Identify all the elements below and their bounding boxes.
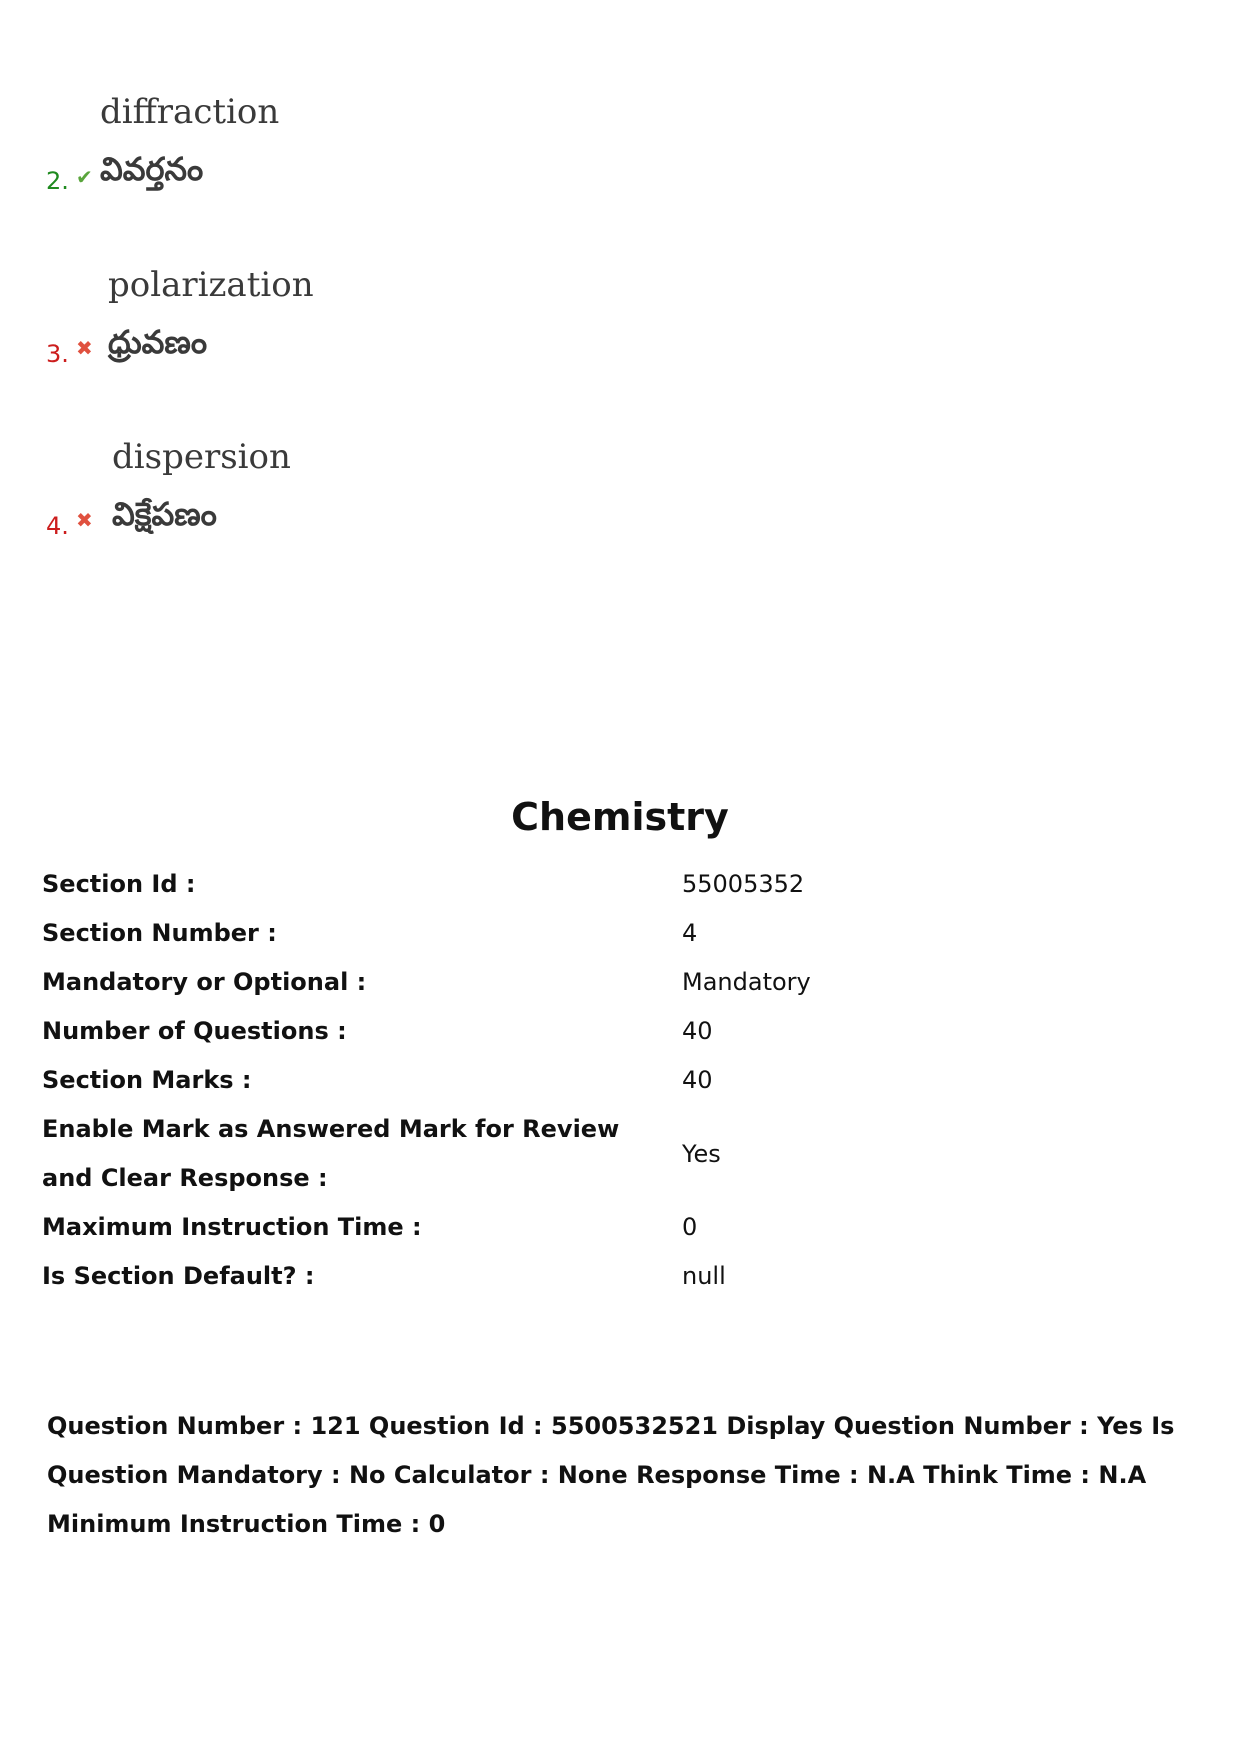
option-number: 2.: [46, 167, 69, 195]
info-label: Mandatory or Optional :: [42, 968, 367, 996]
info-row: [42, 909, 1202, 958]
option-image: [112, 437, 291, 533]
info-label: Section Number :: [42, 919, 277, 947]
info-value: 40: [682, 1066, 713, 1094]
option-number: 4.: [46, 512, 69, 540]
section-title: Chemistry: [511, 795, 729, 839]
info-value: Mandatory: [682, 968, 811, 996]
option-text-telugu: విక్షేపణం: [112, 495, 217, 533]
option-text-telugu: ధ్రువణం: [108, 323, 208, 361]
cross-icon: ✖: [76, 508, 93, 532]
info-label: Maximum Instruction Time :: [42, 1213, 422, 1241]
info-label: Section Id :: [42, 870, 196, 898]
info-label: Enable Mark as Answered Mark for Review and Clear Response :: [42, 1115, 620, 1192]
option-image: [100, 92, 280, 188]
info-label: Number of Questions :: [42, 1017, 347, 1045]
option-text-english: diffraction: [100, 92, 280, 132]
info-value: Yes: [682, 1139, 721, 1168]
info-row: [42, 1007, 1202, 1056]
info-value: 55005352: [682, 870, 805, 898]
option-number: 3.: [46, 340, 69, 368]
cross-icon: ✖: [76, 336, 93, 360]
info-row: [42, 860, 1202, 909]
info-value: null: [682, 1262, 726, 1290]
section-info-table: [42, 860, 1202, 1301]
info-row: [42, 1056, 1202, 1105]
info-row: [42, 958, 1202, 1007]
question-metadata: Question Number : 121 Question Id : 5500532521 Display Question Number : Yes Is Question Mandatory : No Calculator : None Response Time : N.A Think Time : N.A Minimum Instruction Time : 0: [47, 1412, 1175, 1538]
option-image: [108, 265, 314, 361]
checkmark-icon: ✔: [76, 165, 93, 189]
info-value: 40: [682, 1017, 713, 1045]
info-label: Section Marks :: [42, 1066, 252, 1094]
option-text-telugu: వివర్తనం: [100, 150, 204, 188]
info-row: [42, 1252, 1202, 1301]
info-label: Is Section Default? :: [42, 1262, 315, 1290]
info-value: 0: [682, 1213, 698, 1241]
info-value: 4: [682, 919, 698, 947]
info-row: [42, 1105, 1202, 1203]
option-text-english: polarization: [108, 265, 314, 305]
info-row: [42, 1203, 1202, 1252]
option-text-english: dispersion: [112, 437, 291, 477]
